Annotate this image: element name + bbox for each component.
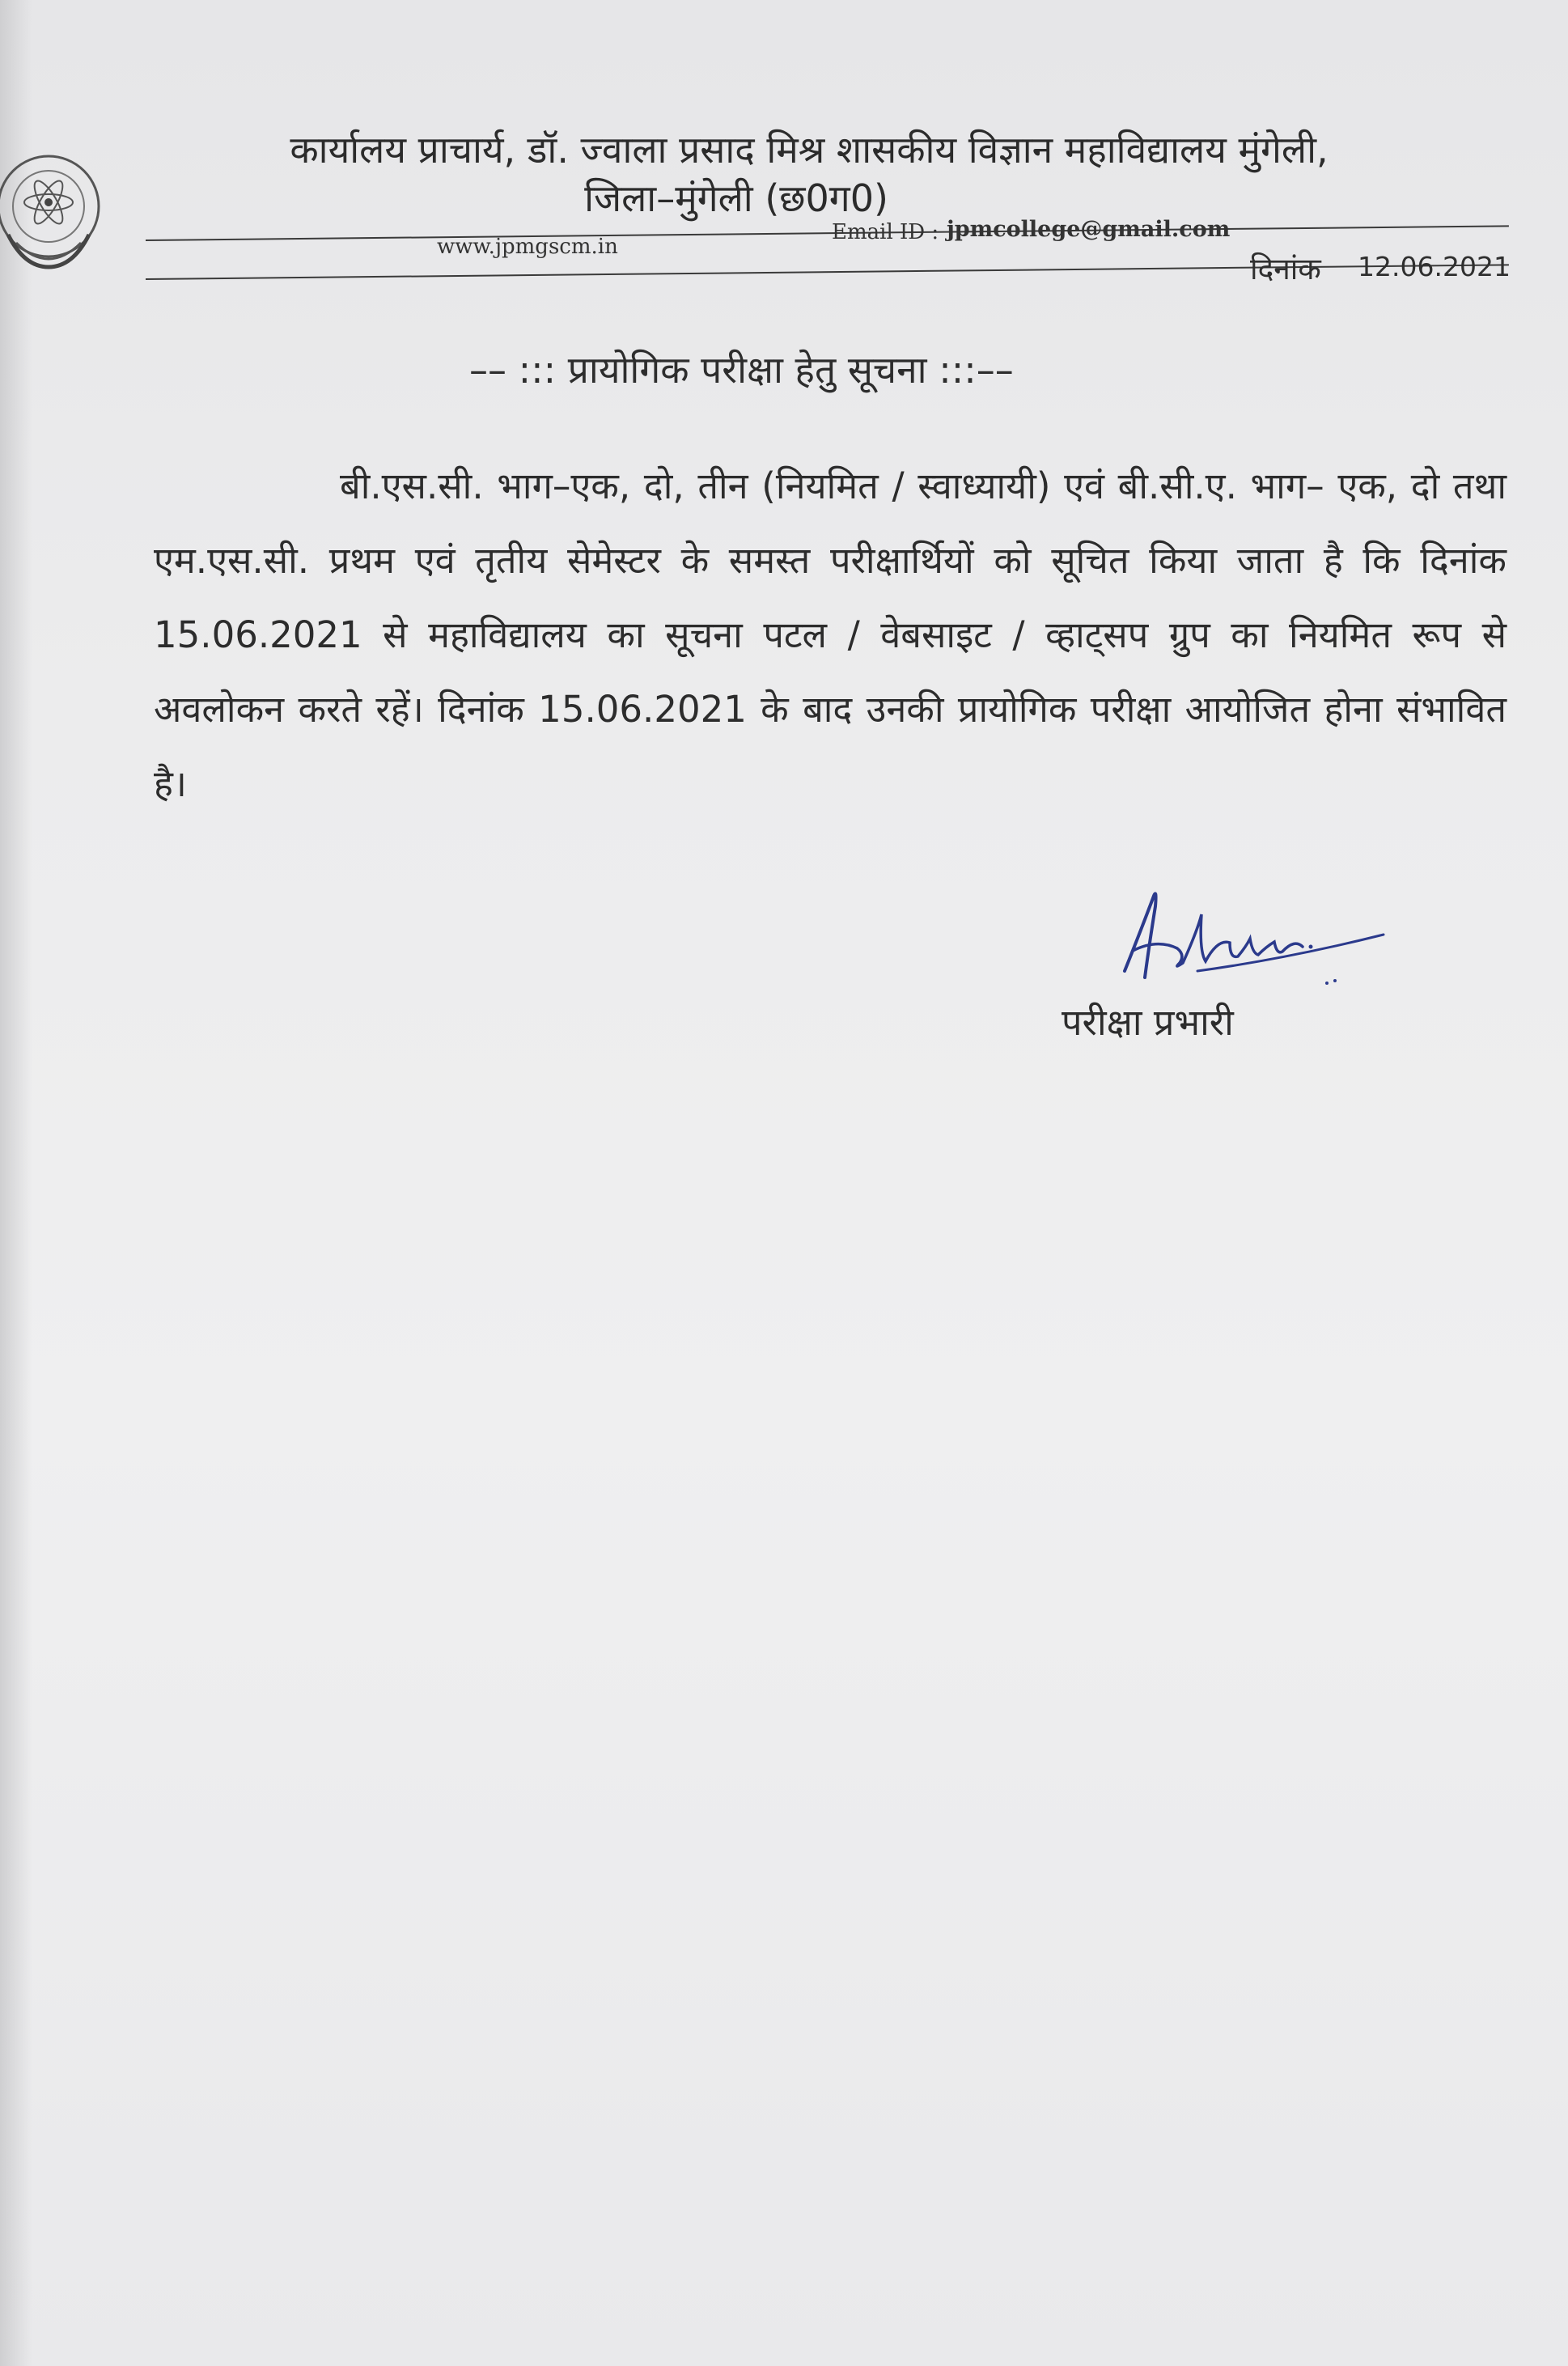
college-name-line: कार्यालय प्राचार्य, डॉ. ज्वाला प्रसाद मिश्र शासकीय विज्ञान महाविद्यालय मुंगेली,: [290, 128, 1329, 172]
email-text: jpmcollege@gmail.com: [947, 217, 1231, 242]
notice-body: बी.एस.सी. भाग–एक, दो, तीन (नियमित / स्वाध्यायी) एवं बी.सी.ए. भाग– एक, दो तथा एम.एस.सी. प्रथम एवं तृतीय सेमेस्टर के समस्त परीक्षार्थियों को सूचित किया जाता है कि दिनांक 15.06.2021 से महाविद्यालय का सूचना पटल / वेबसाइट / व्हाट्सप ग्रुप का नियमित रूप से अवलोकन करते रहें। दिनांक 15.06.2021 के बाद उनकी प्रायोगिक परीक्षा आयोजित होना संभावित है।: [154, 464, 1507, 805]
college-logo-icon: [0, 146, 113, 291]
website-text: www.jpmgscm.in: [437, 235, 618, 259]
signatory-designation: परीक्षा प्रभारी: [1062, 1001, 1234, 1044]
page-shadow: [0, 0, 32, 2366]
date-text: 12.06.2021: [1358, 251, 1511, 282]
notice-title: –– ::: प्रायोगिक परीक्षा हेतु सूचना :::––: [469, 348, 1014, 392]
email-label: Email ID :: [832, 220, 939, 244]
header-rule-top: [146, 225, 1509, 241]
date-label: दिनांक: [1250, 252, 1321, 286]
college-district-line: जिला–मुंगेली (छ0ग0): [584, 176, 888, 220]
